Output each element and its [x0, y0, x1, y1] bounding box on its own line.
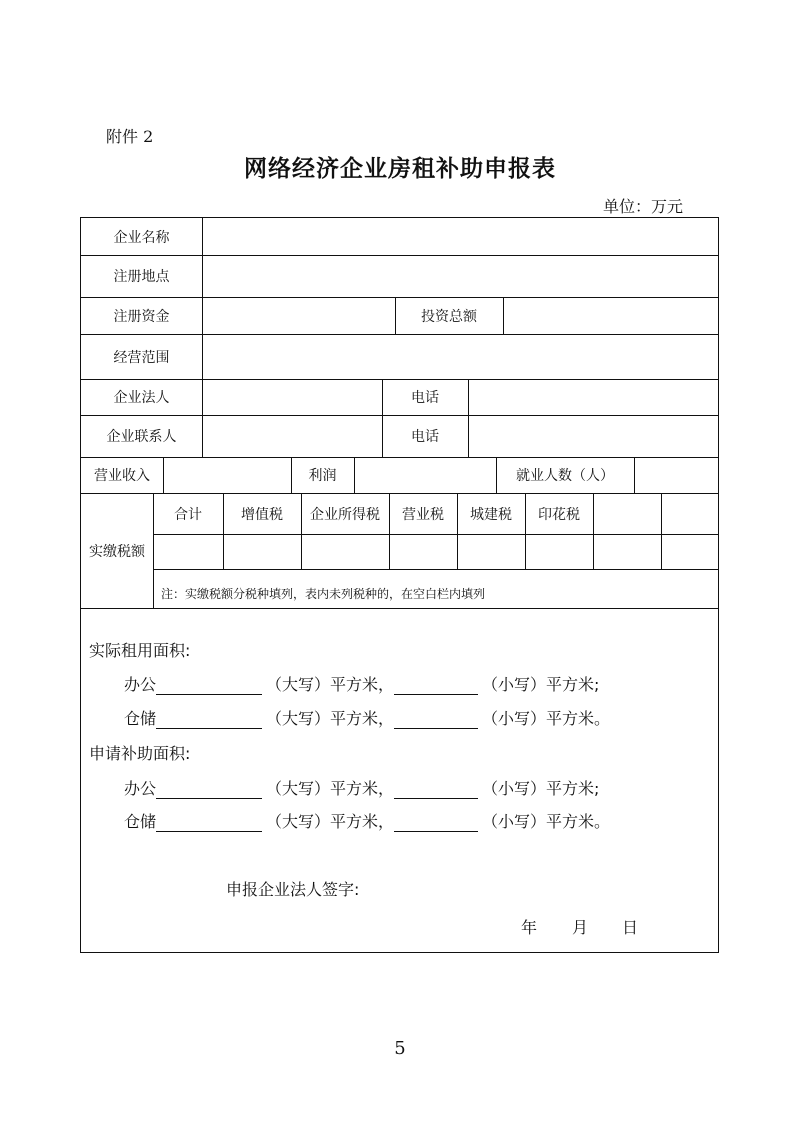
tax-header-total: 合计	[174, 506, 202, 523]
actual-storage-line	[124, 706, 610, 729]
business-scope-label: 经营范围	[113, 349, 170, 366]
storage-xiaoxie-blank[interactable]	[394, 710, 478, 729]
office-daxie-blank[interactable]	[156, 676, 262, 695]
company-name-label: 企业名称	[113, 229, 170, 246]
storage-label: 仓储	[124, 812, 157, 831]
xiaoxie-unit: （小写）平方米;	[482, 675, 600, 694]
xiaoxie-unit: （小写）平方米。	[482, 812, 611, 831]
col-divider	[503, 297, 504, 334]
reg-address-label: 注册地点	[113, 269, 170, 285]
tax-paid-label: 实缴税额	[89, 543, 145, 560]
legal-person-label: 企业法人	[113, 390, 170, 406]
col-divider	[354, 457, 355, 493]
date-year: 年	[521, 918, 538, 937]
revenue-label: 营业收入	[94, 468, 150, 484]
phone2-label: 电话	[411, 429, 439, 445]
date-day: 日	[622, 918, 639, 937]
profit-label: 利润	[308, 468, 337, 484]
office-xiaoxie-blank[interactable]	[394, 676, 478, 695]
attachment-label: 附件 2	[106, 127, 154, 146]
tax-header-urban: 城建税	[470, 506, 512, 523]
contact-label: 企业联系人	[106, 429, 177, 445]
daxie-unit: （大写）平方米，	[266, 675, 395, 694]
apply-storage-daxie-blank[interactable]	[156, 813, 262, 832]
xiaoxie-unit: （小写）平方米;	[482, 779, 600, 798]
daxie-unit: （大写）平方米，	[266, 709, 395, 728]
application-form-table	[80, 217, 719, 953]
daxie-unit: （大写）平方米，	[266, 812, 395, 831]
office-label: 办公	[124, 779, 157, 798]
daxie-unit: （大写）平方米，	[266, 779, 395, 798]
tax-header-business: 营业税	[402, 506, 444, 523]
col-divider	[468, 379, 469, 457]
reg-capital-label: 注册资金	[113, 308, 170, 325]
xiaoxie-unit: （小写）平方米。	[482, 709, 611, 728]
tax-header-vat: 增值税	[241, 506, 283, 523]
col-divider	[163, 457, 164, 493]
col-divider	[593, 493, 594, 569]
apply-office-xiaoxie-blank[interactable]	[394, 780, 478, 799]
office-label: 办公	[124, 675, 157, 694]
page-number: 5	[394, 1038, 406, 1059]
total-investment-label: 投资总额	[421, 308, 477, 325]
actual-office-line	[124, 672, 599, 695]
apply-storage-line	[124, 809, 610, 832]
tax-header-income: 企业所得税	[310, 506, 380, 523]
col-divider	[634, 457, 635, 493]
storage-daxie-blank[interactable]	[156, 710, 262, 729]
phone-label: 电话	[411, 390, 439, 406]
col-divider	[661, 493, 662, 569]
apply-area-title: 申请补助面积:	[89, 744, 191, 763]
apply-office-daxie-blank[interactable]	[156, 780, 262, 799]
tax-note: 注：实缴税额分税种填列，表内未列税种的，在空白栏内填列	[161, 587, 486, 601]
apply-storage-xiaoxie-blank[interactable]	[394, 813, 478, 832]
row-divider	[81, 608, 718, 609]
col-divider	[202, 218, 203, 457]
row-divider	[153, 569, 718, 570]
tax-header-stamp: 印花税	[538, 506, 580, 523]
unit-label: 单位：万元	[603, 197, 684, 216]
storage-label: 仓储	[124, 709, 157, 728]
date-month: 月	[572, 918, 589, 937]
apply-office-line	[124, 776, 599, 799]
signature-label: 申报企业法人签字:	[226, 880, 360, 899]
form-title: 网络经济企业房租补助申报表	[244, 156, 556, 182]
row-divider	[153, 534, 718, 535]
employees-label: 就业人数（人）	[516, 468, 614, 484]
actual-area-title: 实际租用面积:	[89, 641, 191, 660]
